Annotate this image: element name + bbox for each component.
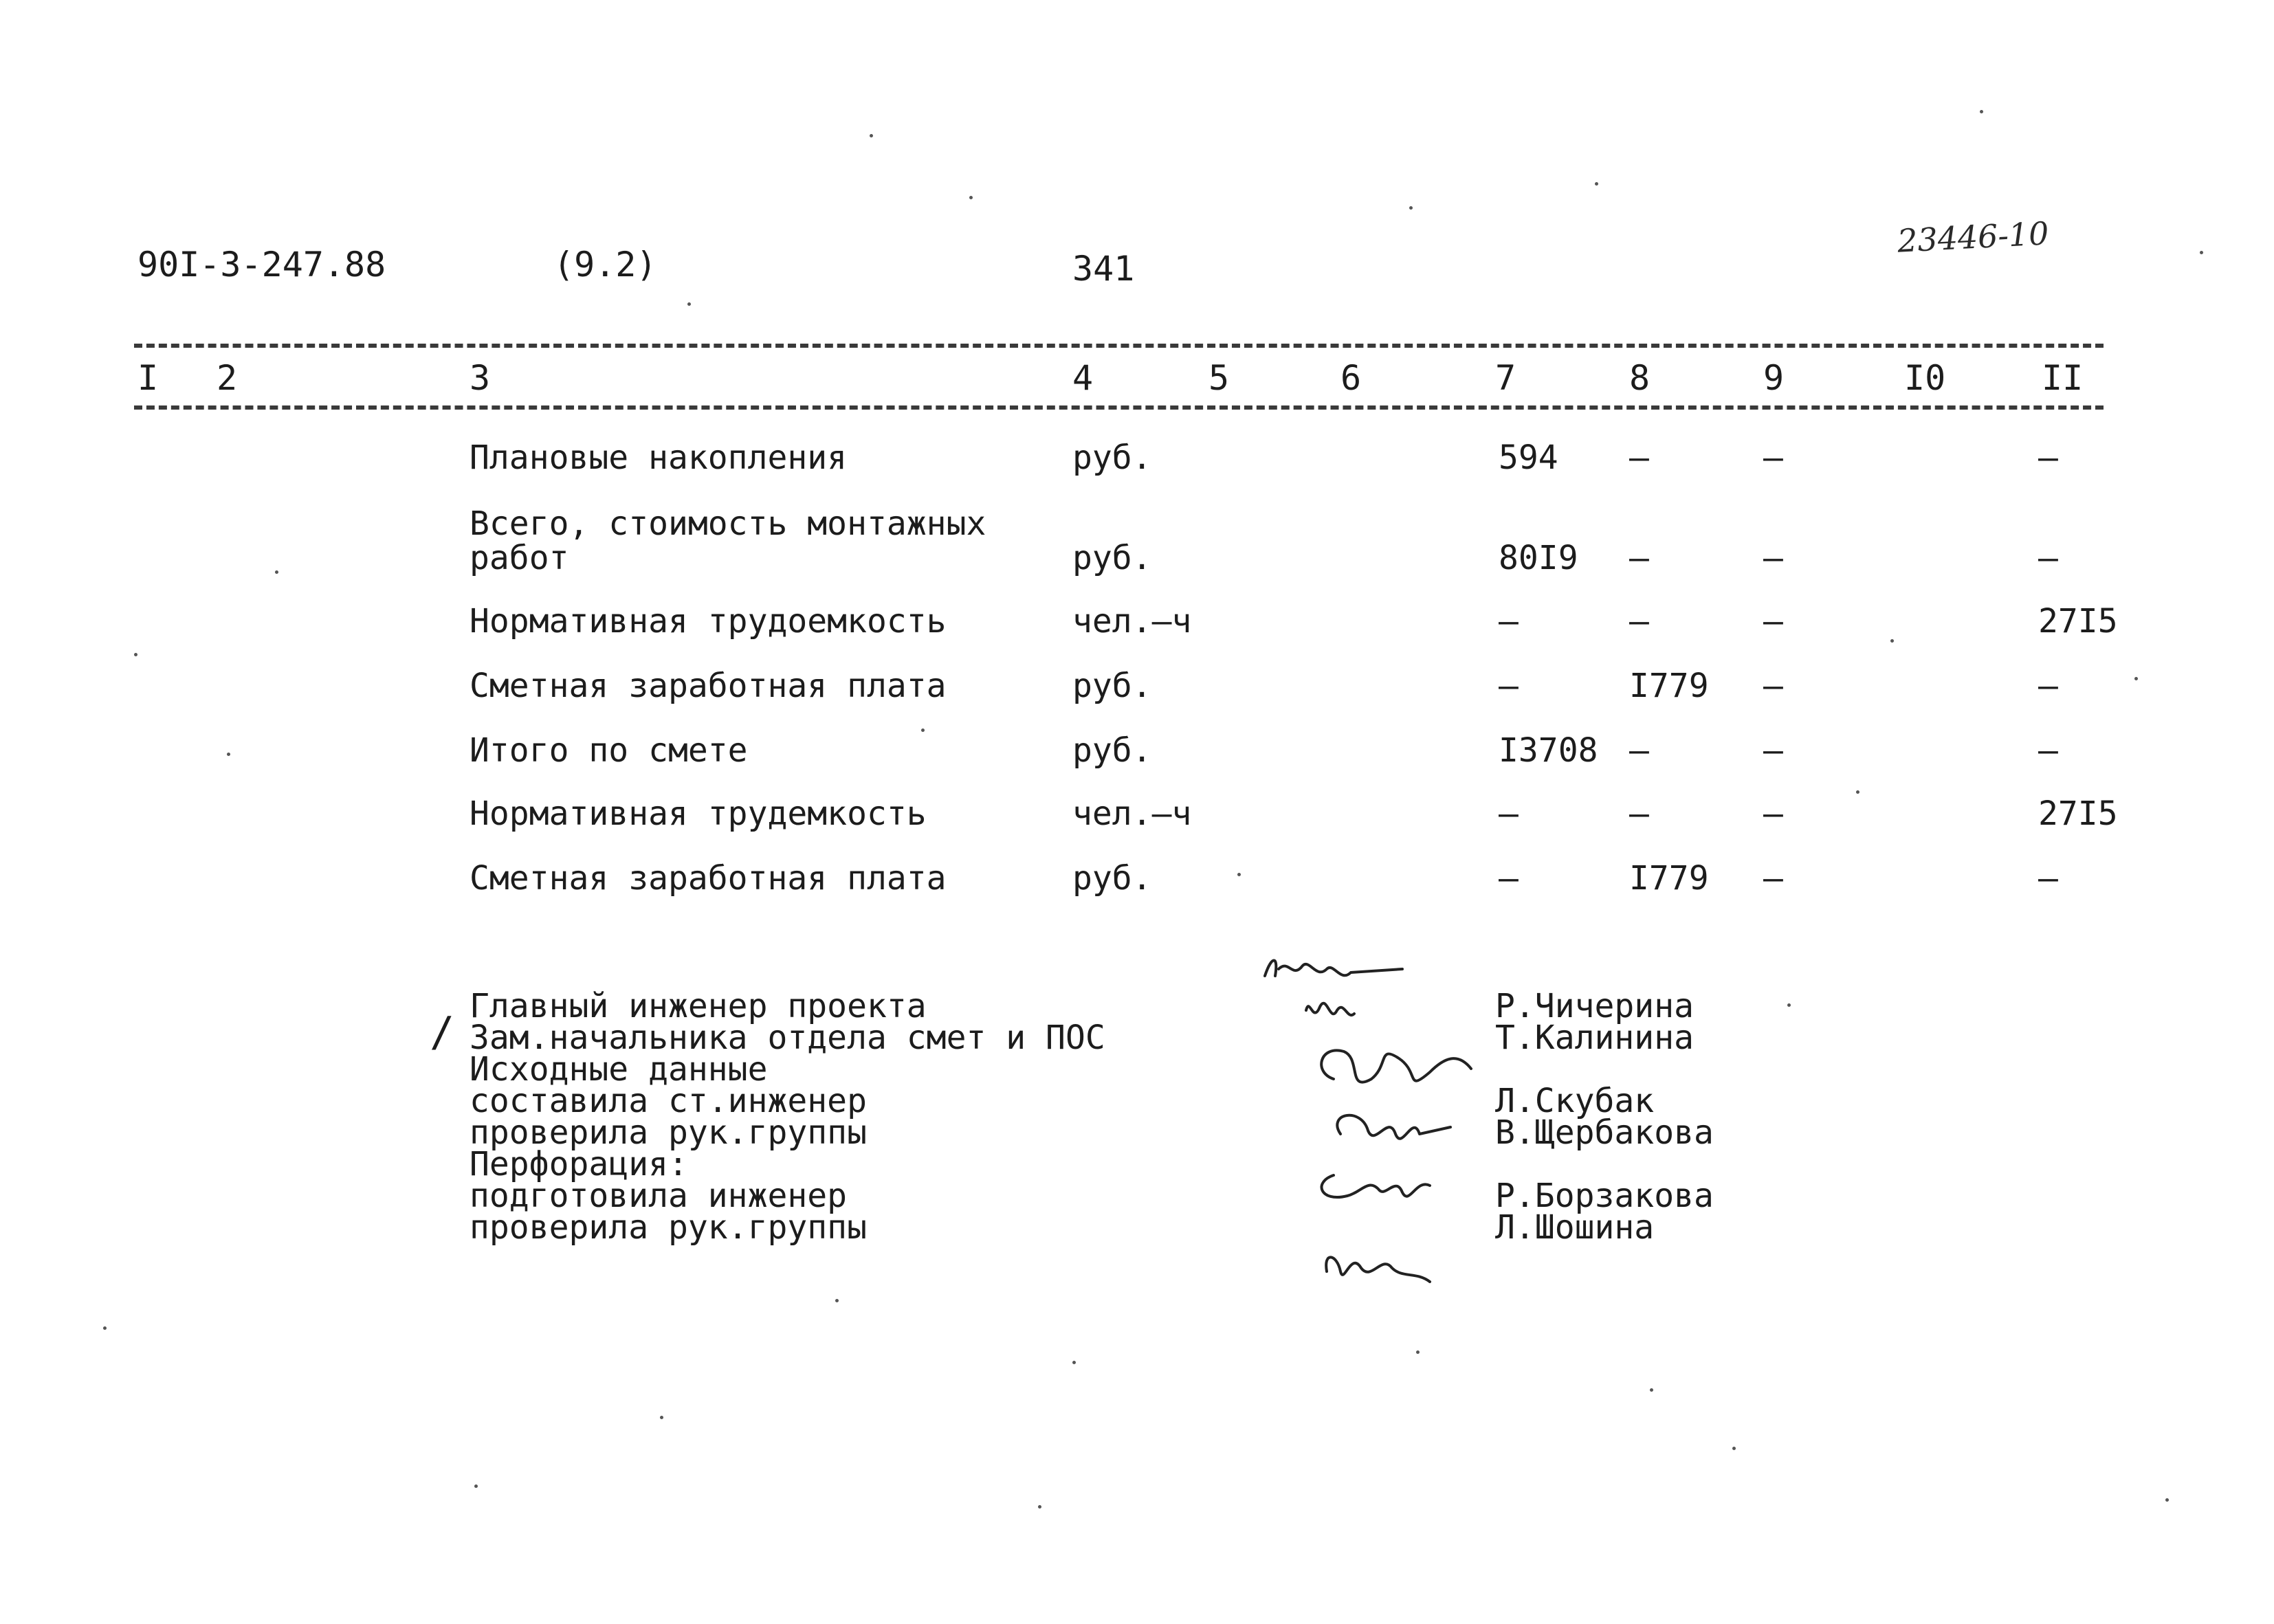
signature-scherbakova (1337, 1115, 1450, 1139)
row-col9: – (1763, 438, 1783, 477)
table-header-rule (134, 405, 2104, 410)
row-col9: – (1763, 602, 1783, 641)
row-unit: руб. (1072, 539, 1152, 577)
scan-speck (870, 134, 873, 137)
scan-speck (2200, 251, 2203, 254)
signature-role: составила ст.инженер (470, 1082, 867, 1120)
row-col11: – (2038, 438, 2058, 477)
scan-speck (969, 196, 973, 199)
scan-speck (835, 1299, 839, 1302)
column-header-4: 4 (1072, 358, 1094, 398)
row-unit: руб. (1072, 859, 1152, 898)
column-header-11: II (2042, 358, 2084, 398)
signatory-name: Р.Борзакова (1495, 1177, 1714, 1215)
column-header-1: I (137, 358, 159, 398)
signatory-name: Л.Скубак (1495, 1082, 1655, 1120)
row-col9: – (1763, 731, 1783, 770)
scan-speck (1072, 1361, 1076, 1364)
column-header-10: I0 (1904, 358, 1946, 398)
row-col7: I3708 (1499, 731, 1598, 770)
scan-speck (227, 753, 230, 756)
row-col7: – (1499, 602, 1519, 641)
handwritten-signatures (1251, 948, 1512, 1306)
row-col7: – (1499, 667, 1519, 705)
scan-speck (1237, 873, 1241, 876)
stamp-number: 23446-10 (1896, 214, 2050, 260)
row-col8: – (1629, 539, 1649, 577)
page-number: 341 (1072, 249, 1135, 289)
row-col8: I779 (1629, 667, 1709, 705)
scan-speck (103, 1326, 107, 1330)
row-name-continued: работ (470, 539, 569, 577)
scan-speck (134, 653, 137, 656)
signature-role: Исходные данные (470, 1050, 768, 1089)
row-name: Итого по смете (470, 731, 748, 770)
row-col9: – (1763, 539, 1783, 577)
row-unit: чел.–ч (1072, 794, 1192, 833)
scan-speck (660, 1416, 663, 1419)
scan-speck (1787, 1003, 1791, 1007)
scan-speck (275, 570, 278, 574)
signature-role: проверила рук.группы (470, 1113, 867, 1152)
row-col9: – (1763, 859, 1783, 898)
column-header-8: 8 (1629, 358, 1651, 398)
signature-role: Главный инженер проекта (470, 987, 927, 1025)
row-col9: – (1763, 794, 1783, 833)
section-number: (9.2) (553, 245, 657, 285)
signature-role: Зам.начальника отдела смет и ПОС (470, 1019, 1105, 1057)
column-header-7: 7 (1495, 358, 1516, 398)
row-col11: 27I5 (2038, 794, 2118, 833)
row-unit: руб. (1072, 438, 1152, 477)
signatory-name: Т.Калинина (1495, 1019, 1694, 1057)
row-col11: – (2038, 667, 2058, 705)
row-col7: – (1499, 794, 1519, 833)
column-header-2: 2 (217, 358, 238, 398)
row-name: Плановые накопления (470, 438, 848, 477)
row-col8: I779 (1629, 859, 1709, 898)
row-col8: – (1629, 602, 1649, 641)
scan-speck (687, 302, 691, 306)
scan-speck (1856, 790, 1859, 794)
scan-speck (474, 1484, 478, 1488)
column-header-5: 5 (1208, 358, 1230, 398)
table-top-rule (134, 344, 2104, 348)
scan-speck (2165, 1498, 2169, 1502)
signatory-name: Р.Чичерина (1495, 987, 1694, 1025)
row-name: Всего, стоимость монтажных (470, 504, 986, 543)
row-name: Сметная заработная плата (470, 667, 947, 705)
scan-speck (1980, 110, 1983, 113)
row-unit: руб. (1072, 667, 1152, 705)
scan-speck (1650, 1388, 1653, 1392)
signature-kalinina (1306, 1003, 1354, 1015)
row-col8: – (1629, 794, 1649, 833)
row-col8: – (1629, 438, 1649, 477)
signature-role: Перфорация: (470, 1145, 688, 1183)
signature-role: проверила рук.группы (470, 1208, 867, 1247)
row-col7: 80I9 (1499, 539, 1578, 577)
signatory-name: В.Щербакова (1495, 1113, 1714, 1152)
row-unit: руб. (1072, 731, 1152, 770)
row-name: Нормативная трудемкость (470, 794, 927, 833)
scan-speck (1409, 206, 1413, 210)
row-col7: – (1499, 859, 1519, 898)
scan-speck (1732, 1447, 1736, 1450)
scan-speck (921, 728, 925, 732)
document-number: 90I-3-247.88 (137, 245, 386, 285)
column-header-6: 6 (1340, 358, 1362, 398)
row-name: Нормативная трудоемкость (470, 602, 947, 641)
scan-speck (1038, 1505, 1041, 1509)
signature-borzakova (1322, 1175, 1430, 1197)
column-header-9: 9 (1763, 358, 1785, 398)
signature-chicherina (1265, 961, 1402, 977)
row-col11: 27I5 (2038, 602, 2118, 641)
scan-speck (1595, 182, 1598, 186)
row-col11: – (2038, 859, 2058, 898)
margin-mark: / (430, 1008, 455, 1056)
signature-role: подготовила инженер (470, 1177, 848, 1215)
scan-speck (1890, 639, 1894, 643)
row-col8: – (1629, 731, 1649, 770)
row-unit: чел.–ч (1072, 602, 1192, 641)
row-col7: 594 (1499, 438, 1558, 477)
signature-shoshina (1326, 1257, 1430, 1282)
scan-speck (2134, 677, 2138, 680)
scan-speck (1416, 1350, 1420, 1354)
column-header-3: 3 (470, 358, 491, 398)
row-col9: – (1763, 667, 1783, 705)
row-col11: – (2038, 731, 2058, 770)
row-col11: – (2038, 539, 2058, 577)
signature-skubak (1321, 1050, 1471, 1082)
signatory-name: Л.Шошина (1495, 1208, 1655, 1247)
row-name: Сметная заработная плата (470, 859, 947, 898)
